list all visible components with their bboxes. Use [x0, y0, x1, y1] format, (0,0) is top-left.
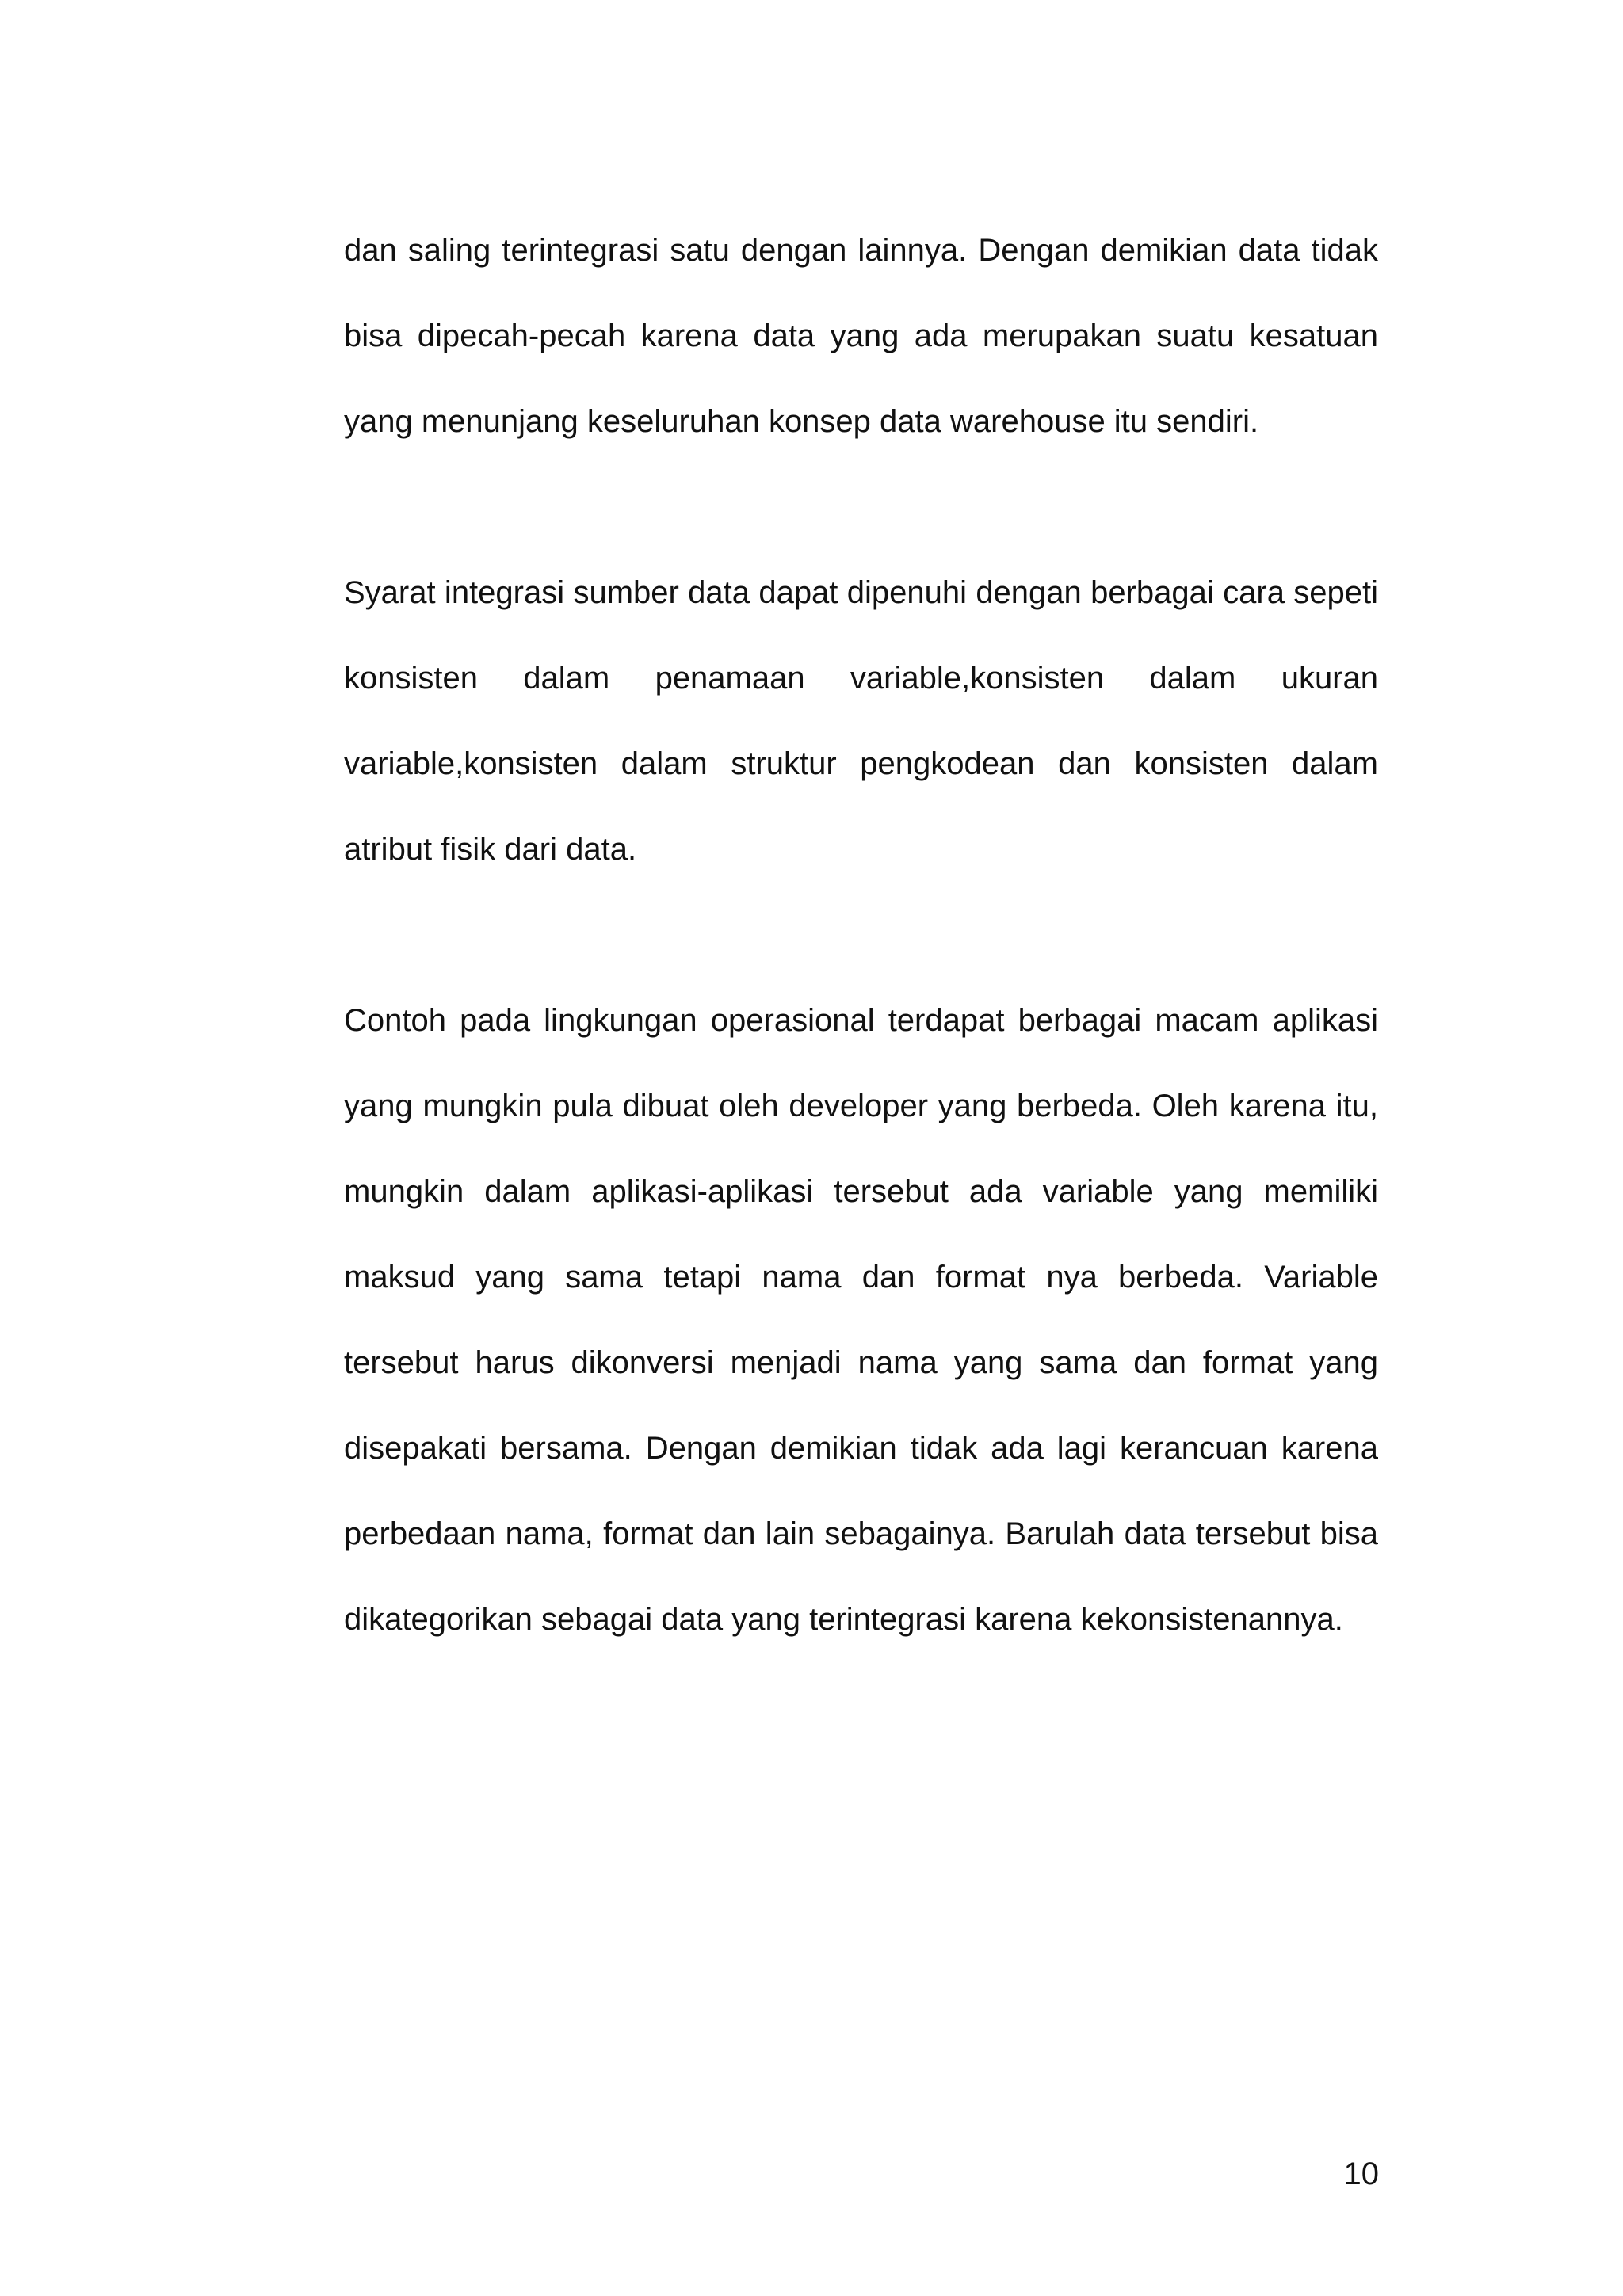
paragraph: Syarat integrasi sumber data dapat dipenuhi dengan berbagai cara sepeti konsisten dalam penamaan variable,konsisten dalam ukuran variable,konsisten dalam struktur pengkodean dan konsisten dalam atribut fisik dari data. [344, 575, 1378, 867]
paragraph: dan saling terintegrasi satu dengan lainnya. Dengan demikian data tidak bisa dipecah-pecah karena data yang ada merupakan suatu kesatuan yang menunjang keseluruhan konsep data warehouse itu sendiri. [344, 233, 1378, 439]
body-text [344, 208, 1378, 1662]
page-number: 10 [1343, 2157, 1379, 2191]
paragraph: Contoh pada lingkungan operasional terdapat berbagai macam aplikasi yang mungkin pula dibuat oleh developer yang berbeda. Oleh karena itu, mungkin dalam aplikasi-aplikasi tersebut ada variable yang memiliki maksud yang sama tetapi nama dan format nya berbeda. Variable tersebut harus dikonversi menjadi nama yang sama dan format yang disepakati bersama. Dengan demikian tidak ada lagi kerancuan karena perbedaan nama, format dan lain sebagainya. Barulah data tersebut bisa dikategorikan sebagai data yang terintegrasi karena kekonsistenannya. [344, 1003, 1378, 1637]
